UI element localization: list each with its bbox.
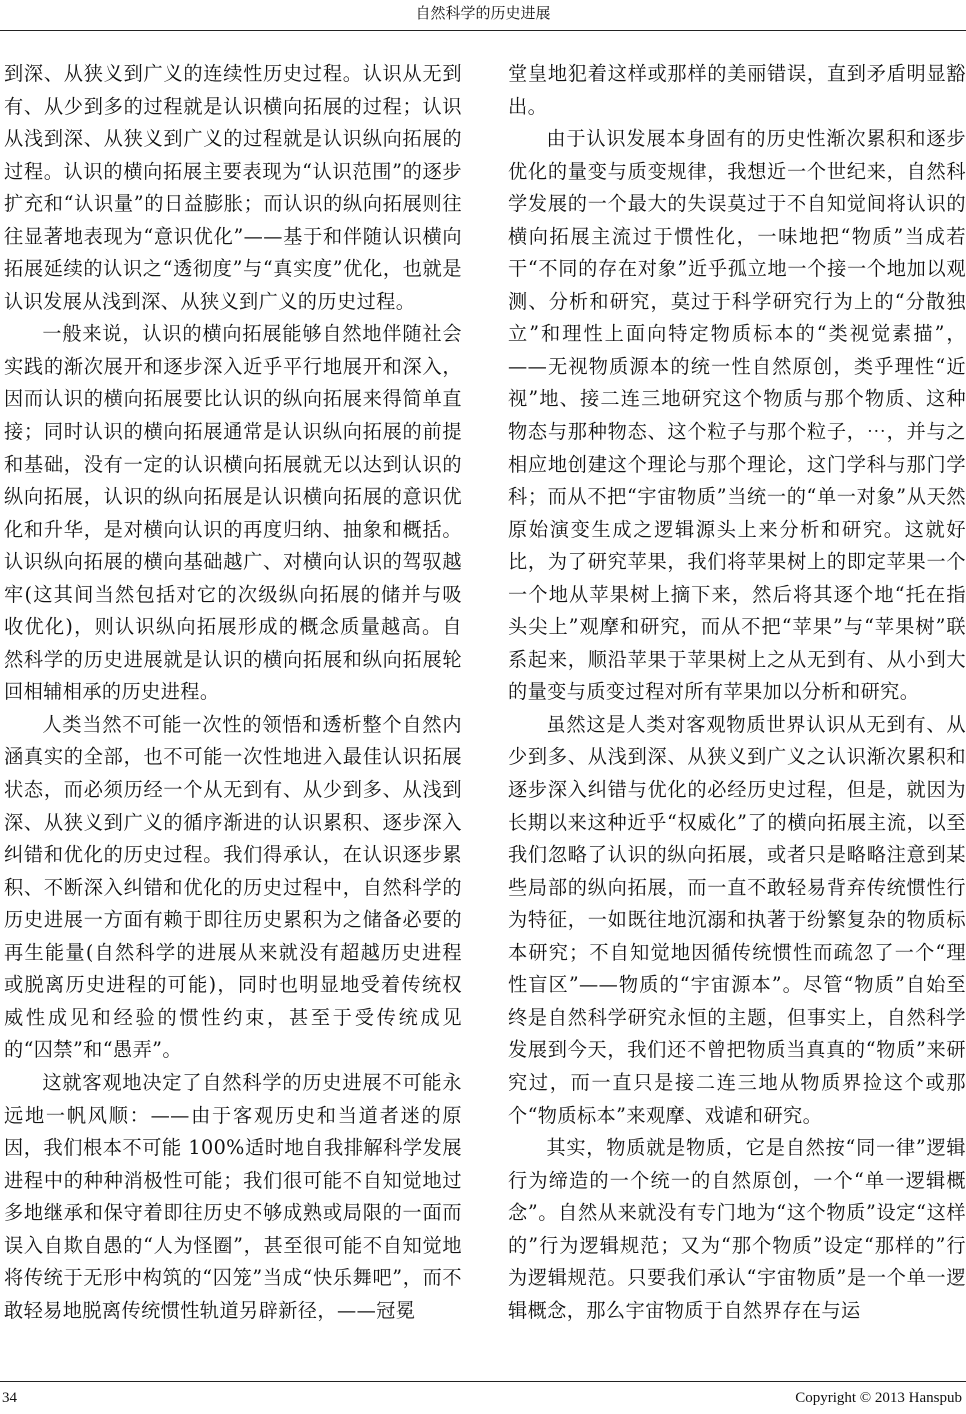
header-rule — [0, 30, 966, 31]
paragraph: 虽然这是人类对客观物质世界认识从无到有、从少到多、从浅到深、从狭义到广义之认识渐次累积和逐步深入纠错与优化的必经历史过程，但是，就因为长期以来这种近乎“权威化”了的横向拓展主流，以至我们忽略了认识的纵向拓展，或者只是略略注意到某些局部的纵向拓展，而一直不敢轻易背弃传统惯性行为特征，一如既往地沉溺和执著于纷繁复杂的物质标本研究；不自知觉地因循传统惯性而疏忽了一个“理性盲区”——物质的“宇宙源本”。尽管“物质”自始至终是自然科学研究永恒的主题，但事实上，自然科学发展到今天，我们还不曾把物质当真真的“物质”来研究过，而一直只是接二连三地从物质界捡这个或那个“物质标本”来观摩、戏谑和研究。 — [508, 712, 966, 1127]
paragraph: 堂皇地犯着这样或那样的美丽错误，直到矛盾明显豁出。 — [508, 62, 966, 118]
copyright-notice: Copyright © 2013 Hanspub — [795, 1390, 962, 1406]
footer-rule — [0, 1381, 966, 1382]
paragraph: 一般来说，认识的横向拓展能够自然地伴随社会实践的渐次展开和逐步深入近乎平行地展开和深入，因而认识的横向拓展要比认识的纵向拓展来得简单直接；同时认识的横向拓展通常是认识纵向拓展的前提和基础，没有一定的认识横向拓展就无以达到认识的纵向拓展，认识的纵向拓展是认识横向拓展的意识优化和升华，是对横向认识的再度归纳、抽象和概括。认识纵向拓展的横向基础越广、对横向认识的驾驭越牢(这其间当然包括对它的次级纵向拓展的储并与吸收优化)，则认识纵向拓展形成的概念质量越高。自然科学的历史进展就是认识的横向拓展和纵向拓展轮回相辅相承的历史进程。 — [4, 322, 462, 704]
paragraph: 这就客观地决定了自然科学的历史进展不可能永远地一帆风顺：——由于客观历史和当道者迷的原因，我们根本不可能 100%适时地自我排解科学发展进程中的种种消极性可能；我们很可能不自知觉地过多地继承和保守着即往历史不够成熟或局限的一面而误入自欺自愚的“人为怪圈”，甚至很可能不自知觉地将传统于无形中构筑的“囚笼”当成“快乐舞吧”，而不敢轻易地脱离传统惯性轨道另辟新径，——冠冕 — [4, 1070, 462, 1322]
paragraph: 人类当然不可能一次性的领悟和透析整个自然内涵真实的全部，也不可能一次性地进入最佳认识拓展状态，而必须历经一个从无到有、从少到多、从浅到深、从狭义到广义的循序渐进的认识累积、逐步深入纠错和优化的历史过程。我们得承认，在认识逐步累积、不断深入纠错和优化的历史过程中，自然科学的历史进展一方面有赖于即往历史累积为之储备必要的再生能量(自然科学的进展从来就没有超越历史进程或脱离历史进程的可能)，同时也明显地受着传统权威性成见和经验的惯性约束，甚至于受传统成见的“囚禁”和“愚弄”。 — [4, 712, 462, 1062]
left-column — [4, 58, 462, 1327]
paragraph: 由于认识发展本身固有的历史性渐次累积和逐步优化的量变与质变规律，我想近一个世纪来，自然科学发展的一个最大的失误莫过于不自知觉间将认识的横向拓展主流过于惯性化，一味地把“物质”当成若干“不同的存在对象”近乎孤立地一个接一个地加以观测、分析和研究，莫过于科学研究行为上的“分散独立”和理性上面向特定物质标本的“类视觉素描”，——无视物质源本的统一性自然原创，类乎理性“近视”地、接二连三地研究这个物质与那个物质、这种物态与那种物态、这个粒子与那个粒子，⋯，并与之相应地创建这个理论与那个理论，这门学科与那门学科；而从不把“宇宙物质”当统一的“单一对象”从天然原始演变生成之逻辑源头上来分析和研究。这就好比，为了研究苹果，我们将苹果树上的即定苹果一个一个地从苹果树上摘下来，然后将其逐个地“托在指头尖上”观摩和研究，而从不把“苹果”与“苹果树”联系起来，顺沿苹果于苹果树上之从无到有、从小到大的量变与质变过程对所有苹果加以分析和研究。 — [508, 127, 966, 704]
right-column — [508, 58, 966, 1327]
running-header: 自然科学的历史进展 — [415, 4, 551, 22]
paragraph: 其实，物质就是物质，它是自然按“同一律”逻辑行为缔造的一个统一的自然原创，一个“单一逻辑概念”。自然从来就没有专门地为“这个物质”设定“这样的”行为逻辑规范；又为“那个物质”设定“那样的”行为逻辑规范。只要我们承认“宇宙物质”是一个单一逻辑概念，那么宇宙物质于自然界存在与运 — [508, 1136, 966, 1322]
page-number: 34 — [2, 1390, 17, 1406]
paragraph: 到深、从狭义到广义的连续性历史过程。认识从无到有、从少到多的过程就是认识横向拓展的过程；认识从浅到深、从狭义到广义的过程就是认识纵向拓展的过程。认识的横向拓展主要表现为“认识范围”的逐步扩充和“认识量”的日益膨胀；而认识的纵向拓展则往往显著地表现为“意识优化”——基于和伴随认识横向拓展延续的认识之“透彻度”与“真实度”优化，也就是认识发展从浅到深、从狭义到广义的历史过程。 — [4, 62, 462, 313]
